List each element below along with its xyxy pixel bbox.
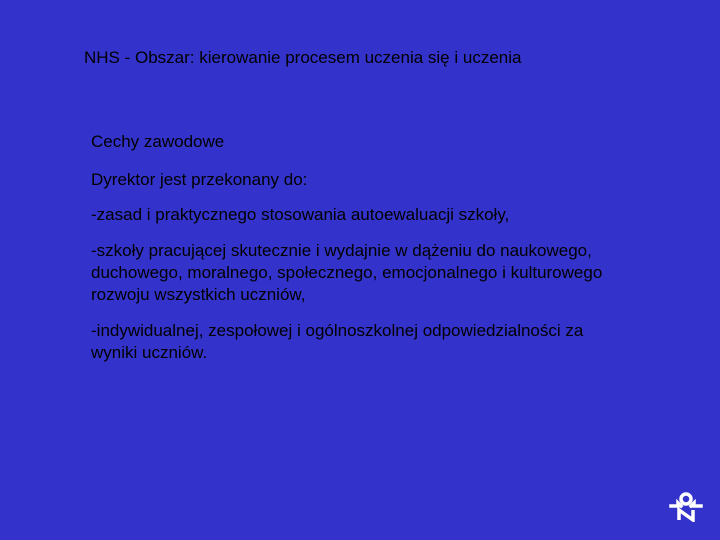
intro-text: Dyrektor jest przekonany do: <box>91 170 308 189</box>
slide-content <box>91 131 631 364</box>
section-heading: Cechy zawodowe <box>91 132 225 151</box>
list-item: -zasad i praktycznego stosowania autoewaluacji szkoły, <box>91 205 510 224</box>
list-item: -szkoły pracującej skutecznie i wydajnie w dążeniu do naukowego, duchowego, moralnego, społecznego, emocjonalnego i kulturowego rozwoju wszystkich uczniów, <box>91 241 603 304</box>
on-logo-icon <box>668 492 704 522</box>
slide-title: NHS - Obszar: kierowanie procesem uczenia się i uczenia <box>84 48 522 67</box>
list-item: -indywidualnej, zespołowej i ogólnoszkolnej odpowiedzialności za wyniki uczniów. <box>91 321 584 362</box>
